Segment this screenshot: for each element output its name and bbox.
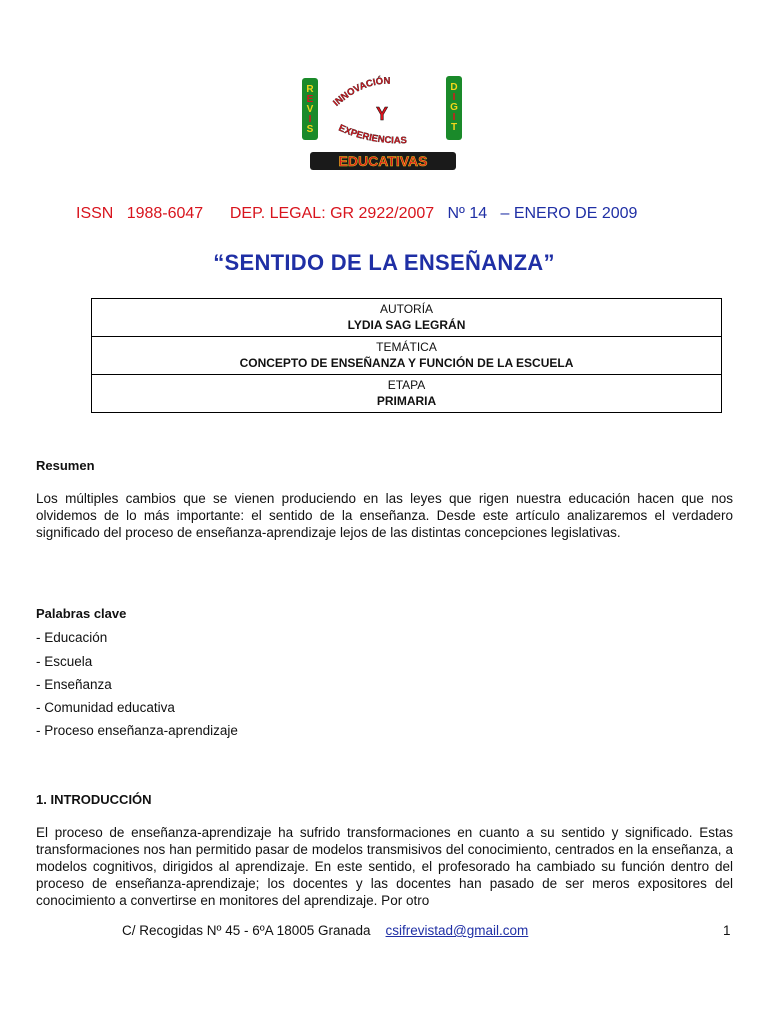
logo-left-pillar [302,78,318,140]
svg-text:I: I [452,112,456,123]
dep-legal: DEP. LEGAL: GR 2922/2007 [229,205,435,222]
resumen-text: Los múltiples cambios que se vienen produciendo en las leyes que rigen nuestra educación hacen que nos olvidemos de lo más importante: el sentido de la enseñanza. Desde este artículo analizaremos el verdadero significado del proceso de enseñanza-aprendizaje lejos de las distintas concepciones legislativas. [36,491,733,540]
logo-right-pillar [446,76,462,140]
page-number: 1 [723,923,731,938]
autoria-cell [92,299,721,337]
palabras-clave-heading: Palabras clave [36,606,127,621]
resumen-heading: Resumen [36,458,95,473]
etapa-label: ETAPA [387,378,426,392]
svg-text:V: V [306,104,314,115]
issn-label: ISSN [76,205,114,222]
keyword-item: - Educación [36,630,108,645]
article-info-table [91,298,722,413]
svg-text:G: G [450,102,458,113]
tematica-cell [92,337,721,375]
tematica-label: TEMÁTICA [376,340,437,354]
article-title: “SENTIDO DE LA ENSEÑANZA” [213,250,555,275]
svg-text:I: I [308,114,312,125]
issn-value: 1988-6047 [126,205,204,222]
journal-logo [290,68,475,174]
keyword-item: - Escuela [36,654,93,669]
introduccion-text: El proceso de enseñanza-aprendizaje ha sufrido transformaciones en cuanto a su sentido y significado. Estas transformaciones nos han permitido pasar de modelos transmisivos del conocimiento, centrados en la enseñanza, a modelos cognitivos, dirigidos al aprendizaje. En este sentido, el profesorado ha cambiado su función dentro del proceso de enseñanza-aprendizaje; los docentes y las docentes han pasado de ser meros expositores del conocimiento a convertirse en monitores del aprendizaje. Por otro [36,825,733,908]
svg-text:D: D [450,82,458,93]
page-footer [122,923,528,938]
footer-email-link[interactable]: csifrevistad@gmail.com [385,923,529,938]
tematica-value: CONCEPTO DE ENSEÑANZA Y FUNCIÓN DE LA ESCUELA [239,356,574,370]
autoria-label: AUTORÍA [379,302,434,316]
svg-text:I: I [452,92,456,103]
issn-line [76,205,716,223]
svg-text:E: E [306,94,314,105]
logo-bottom-arc-text: EXPERIENCIAS [336,122,408,147]
svg-text:R: R [306,84,314,95]
etapa-value: PRIMARIA [376,394,437,408]
logo-banner-text: EDUCATIVAS [338,153,428,169]
svg-text:S: S [306,124,314,135]
keyword-item: - Enseñanza [36,677,112,692]
keyword-item: - Comunidad educativa [36,700,175,715]
footer-address: C/ Recogidas Nº 45 - 6ºA 18005 Granada [122,923,371,938]
keyword-item: - Proceso enseñanza-aprendizaje [36,723,238,738]
introduccion-heading: 1. INTRODUCCIÓN [36,792,152,807]
etapa-cell [92,375,721,412]
svg-text:T: T [450,122,458,133]
logo-middle-letter: Y [375,104,389,124]
logo-top-arc-text: INNOVACIÓN [331,75,391,109]
autoria-value: LYDIA SAG LEGRÁN [347,318,466,332]
issue-date: – ENERO DE 2009 [500,205,638,222]
issue-number: Nº 14 [447,205,488,222]
